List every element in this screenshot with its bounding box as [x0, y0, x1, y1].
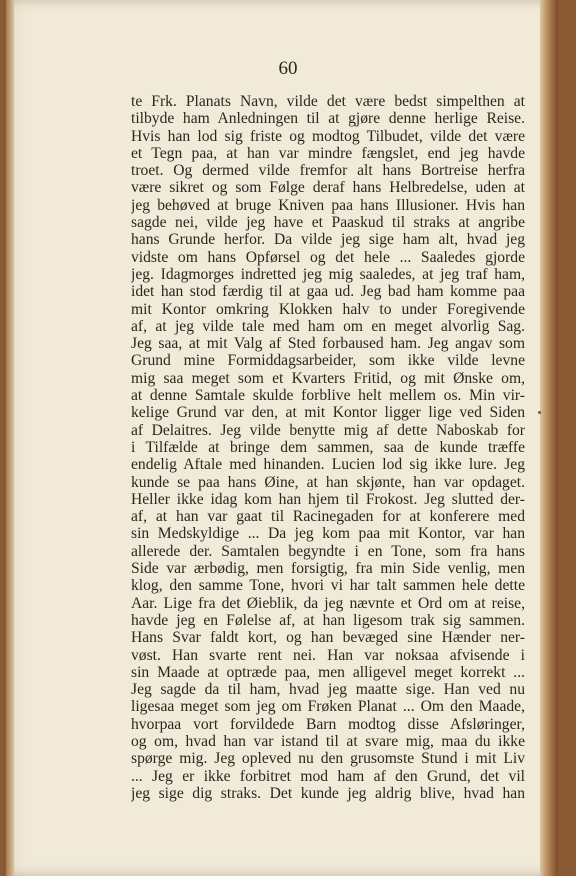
text-line: Hvis han lod sig friste og modtog Tilbudet, vilde det være [131, 127, 525, 145]
text-line: klog, den samme Tone, hvori vi har talt sammen hele dette [131, 577, 525, 595]
text-line: i Tilfælde at bringe dem sammen, saa de kunde træffe [131, 438, 525, 456]
text-line: jeg. Idagmorges indretted jeg mig saaledes, at jeg traf ham, [131, 265, 525, 283]
text-line: allerede der. Samtalen begyndte i en Tone, som fra hans [131, 542, 525, 560]
text-line: sin Maade at optræde paa, men alligevel meget korrekt ... [131, 663, 525, 681]
text-line: jeg sige dig straks. Det kunde jeg aldrig blive, hvad han [131, 784, 525, 802]
text-line: af Delaitres. Jeg vilde benytte mig af dette Naboskab for [131, 421, 525, 439]
margin-mark [538, 411, 541, 414]
text-line: Grund mine Formiddagsarbeider, som ikke vilde levne [131, 352, 525, 370]
text-line: ligesaa meget som jeg om Frøken Planat ... Om den Maade, [131, 698, 525, 716]
text-line: endelig Aftale med hinanden. Lucien lod sig ikke lure. Jeg [131, 456, 525, 474]
text-line: Heller ikke idag kom han hjem til Frokost. Jeg slutted der- [131, 490, 525, 508]
text-line: mit Kontor omkring Klokken halv to under Foregivende [131, 300, 525, 318]
text-line: være sikret og som Følge deraf hans Helbredelse, uden at [131, 179, 525, 197]
text-line: og om, hvad han var istand til at svare mig, maa du ikke [131, 732, 525, 750]
text-line: Side var ærbødig, men forsigtig, fra min Side venlig, men [131, 560, 525, 578]
text-line: havde jeg en Følelse af, at han ligesom trak sig sammen. [131, 611, 525, 629]
page-number: 60 [278, 58, 298, 79]
text-line: idet han stod færdig til at gaa ud. Jeg bad ham komme paa [131, 283, 525, 301]
text-line: kelige Grund var den, at mit Kontor ligger lige ved Siden [131, 404, 525, 422]
text-line: vøst. Han svarte rent nei. Han var noksaa afvisende i [131, 646, 525, 664]
text-line: ... Jeg er ikke forbitret mod ham af den Grund, det vil [131, 767, 525, 785]
body-text [131, 93, 525, 802]
text-line: af, at jeg vilde tale med ham om en meget alvorlig Sag. [131, 317, 525, 335]
text-line: sagde nei, vilde jeg have et Paaskud til straks at angribe [131, 214, 525, 232]
text-line: af, at han var gaat til Racinegaden for at konferere med [131, 508, 525, 526]
text-line: Aar. Lige fra det Øieblik, da jeg nævnte et Ord om at reise, [131, 594, 525, 612]
text-line: sin Medskyldige ... Da jeg kom paa mit Kontor, var han [131, 525, 525, 543]
text-line: troet. Og dermed vilde fremfor alt hans Bortreise herfra [131, 162, 525, 180]
text-line: tilbyde ham Anledningen til at gjøre denne herlige Reise. [131, 110, 525, 128]
text-line: spørge mig. Jeg opleved nu den grusomste Stund i mit Liv [131, 750, 525, 768]
text-line: hans Grunde herfor. Da vilde jeg sige ham alt, hvad jeg [131, 231, 525, 249]
text-line: Jeg sagde da til ham, hvad jeg maatte sige. Han ved nu [131, 681, 525, 699]
text-line: jeg behøved at bruge Kniven paa hans Illusioner. Hvis han [131, 196, 525, 214]
text-line: vidste om hans Opførsel og det hele ... Saaledes gjorde [131, 248, 525, 266]
book-spine [540, 0, 558, 876]
text-line: te Frk. Planats Navn, vilde det være bedst simpelthen at [131, 93, 525, 110]
text-line: kunde se paa hans Øine, at han skjønte, han var opdaget. [131, 473, 525, 491]
text-line: et Tegn paa, at han var mindre fængslet, end jeg havde [131, 144, 525, 162]
text-line: at denne Samtale skulde forblive helt mellem os. Min vir- [131, 387, 525, 405]
text-line: Hans Svar faldt kort, og han bevæged sine Hænder ner- [131, 629, 525, 647]
page-left-edge [6, 0, 14, 876]
text-line: hvorpaa vort forvildede Barn modtog disse Afsløringer, [131, 715, 525, 733]
text-line: Jeg saa, at mit Valg af Sted forbaused ham. Jeg angav som [131, 335, 525, 353]
text-line: mig saa meget som et Kvarters Fritid, og mit Ønske om, [131, 369, 525, 387]
